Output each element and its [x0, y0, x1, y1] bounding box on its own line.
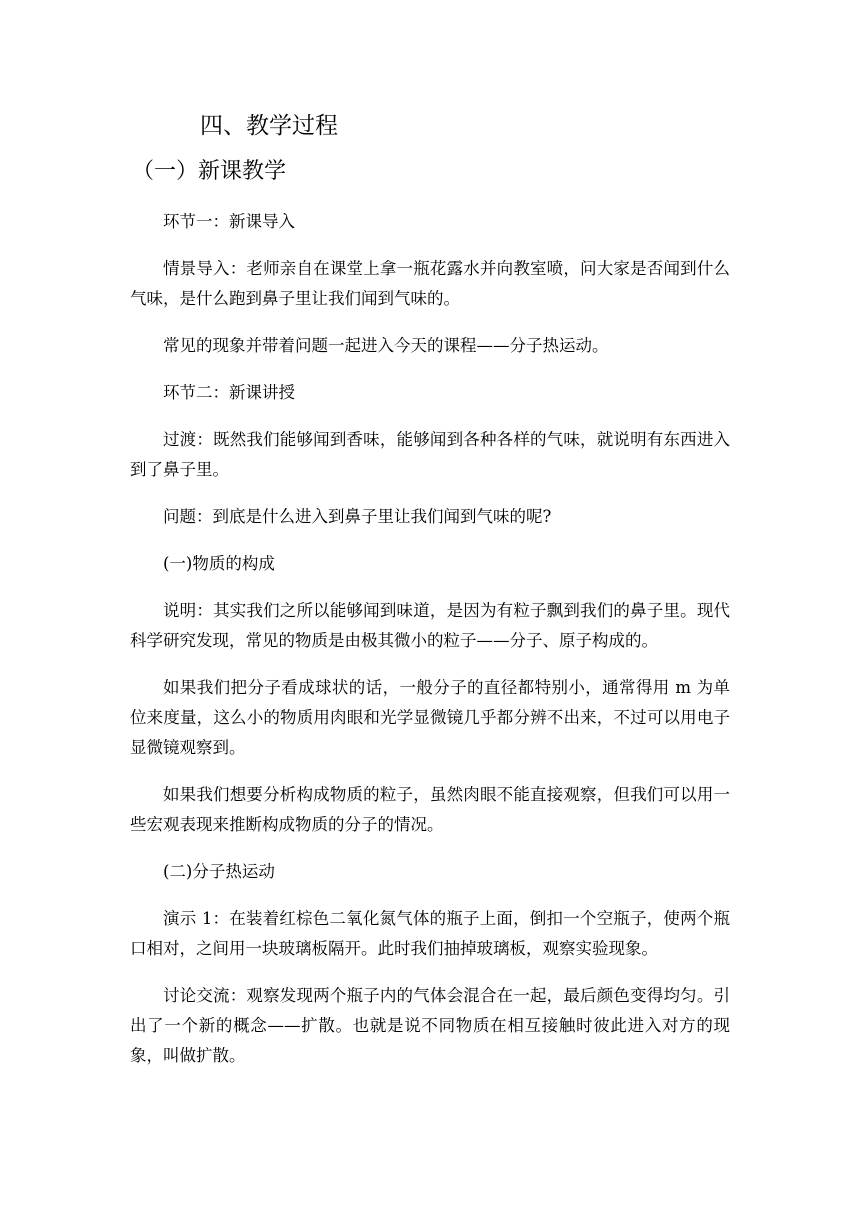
paragraph-lesson-topic: 常见的现象并带着问题一起进入今天的课程——分子热运动。 — [163, 336, 609, 355]
paragraph-molecule-size: 如果我们把分子看成球状的话，一般分子的直径都特别小，通常得用 m 为单位来度量，这么小的物质用肉眼和光学显微镜几乎都分辨不出来，不过可以用电子显微镜观察到。 — [130, 678, 730, 757]
section-heading: 四、教学过程 — [200, 113, 338, 139]
paragraph-thermal-motion: (二)分子热运动 — [163, 862, 275, 881]
subsection-heading: （一）新课教学 — [132, 159, 287, 184]
paragraph-question: 问题：到底是什么进入到鼻子里让我们闻到气味的呢? — [163, 507, 552, 526]
paragraph-transition: 过渡：既然我们能够闻到香味，能够闻到各种各样的气味，就说明有东西进入到了鼻子里。 — [130, 430, 730, 479]
paragraph-scenario-intro: 情景导入：老师亲自在课堂上拿一瓶花露水并向教室喷，问大家是否闻到什么气味，是什么跑到鼻子里让我们闻到气味的。 — [130, 259, 730, 308]
paragraph-discussion: 讨论交流：观察发现两个瓶子内的气体会混合在一起，最后颜色变得均匀。引出了一个新的概念——扩散。也就是说不同物质在相互接触时彼此进入对方的现象，叫做扩散。 — [130, 986, 730, 1065]
paragraph-demo-one: 演示 1：在装着红棕色二氧化氮气体的瓶子上面，倒扣一个空瓶子，使两个瓶口相对，之间用一块玻璃板隔开。此时我们抽掉玻璃板，观察实验现象。 — [130, 909, 730, 958]
paragraph-explanation: 说明：其实我们之所以能够闻到味道，是因为有粒子飘到我们的鼻子里。现代科学研究发现，常见的物质是由极其微小的粒子——分子、原子构成的。 — [130, 601, 730, 650]
paragraph-matter-composition: (一)物质的构成 — [163, 554, 275, 573]
paragraph-stage-two: 环节二：新课讲授 — [163, 383, 295, 402]
document-body — [130, 207, 730, 1088]
paragraph-macro-inference: 如果我们想要分析构成物质的粒子，虽然肉眼不能直接观察，但我们可以用一些宏观表现来推断构成物质的分子的情况。 — [130, 785, 730, 834]
paragraph-stage-one: 环节一：新课导入 — [163, 212, 295, 231]
